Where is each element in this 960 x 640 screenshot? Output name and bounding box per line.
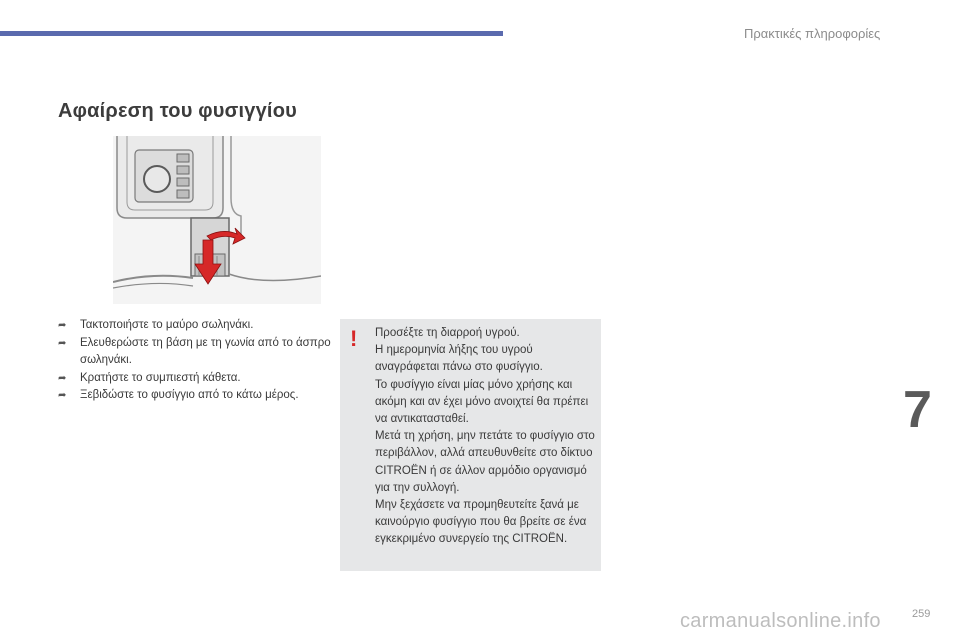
chapter-number: 7 (903, 381, 932, 439)
page-title: Αφαίρεση του φυσιγγίου (58, 100, 297, 122)
bullet-icon: ➦ (58, 320, 67, 331)
header-accent-bar (0, 31, 503, 36)
watermark: carmanualsonline.info (680, 610, 881, 632)
section-header: Πρακτικές πληροφορίες (744, 26, 881, 41)
page-number: 259 (912, 608, 931, 620)
cartridge-removal-illustration (113, 136, 321, 304)
step-item: ➦ Ξεβιδώστε το φυσίγγιο από το κάτω μέρος. (58, 387, 334, 405)
warning-box (340, 319, 601, 571)
gauge-icon (144, 166, 170, 192)
step-item: ➦ Ελευθερώστε τη βάση με τη γωνία από το άσπρο σωληνάκι. (58, 336, 331, 366)
warning-icon: ! (350, 326, 358, 351)
step-item: ➦ Κρατήστε το συμπιεστή κάθετα. (58, 370, 334, 388)
instruction-steps (58, 317, 334, 405)
warning-text: Προσέξτε τη διαρροή υγρού. Η ημερομηνία λήξης του υγρού αναγράφεται πάνω στο φυσίγγιο. Το φυσίγγιο είναι μίας μόνο χρήσης και ακόμη και αν έχει μόνο ανοιχτεί θα πρέπει να αντικατασταθεί. Μετά τη χρήση, μην πετάτε το φυσίγγιο στο περιβάλλον, αλλά απευθυνθείτε στο δίκτυο CITROËN ή σε άλλον αρμόδιο οργανισμό για την συλλογή. Μην ξεχάσετε να προμηθευτείτε ξανά με καινούργιο φυσίγγιο που θα βρείτε σε ένα εγκεκριμένο συνεργείο της CITROËN. (375, 327, 595, 546)
step-item: ➦ Τακτοποιήστε το μαύρο σωληνάκι. (58, 317, 334, 335)
bullet-icon: ➦ (58, 372, 67, 384)
bullet-icon: ➦ (58, 390, 67, 401)
bullet-icon: ➦ (58, 337, 67, 349)
